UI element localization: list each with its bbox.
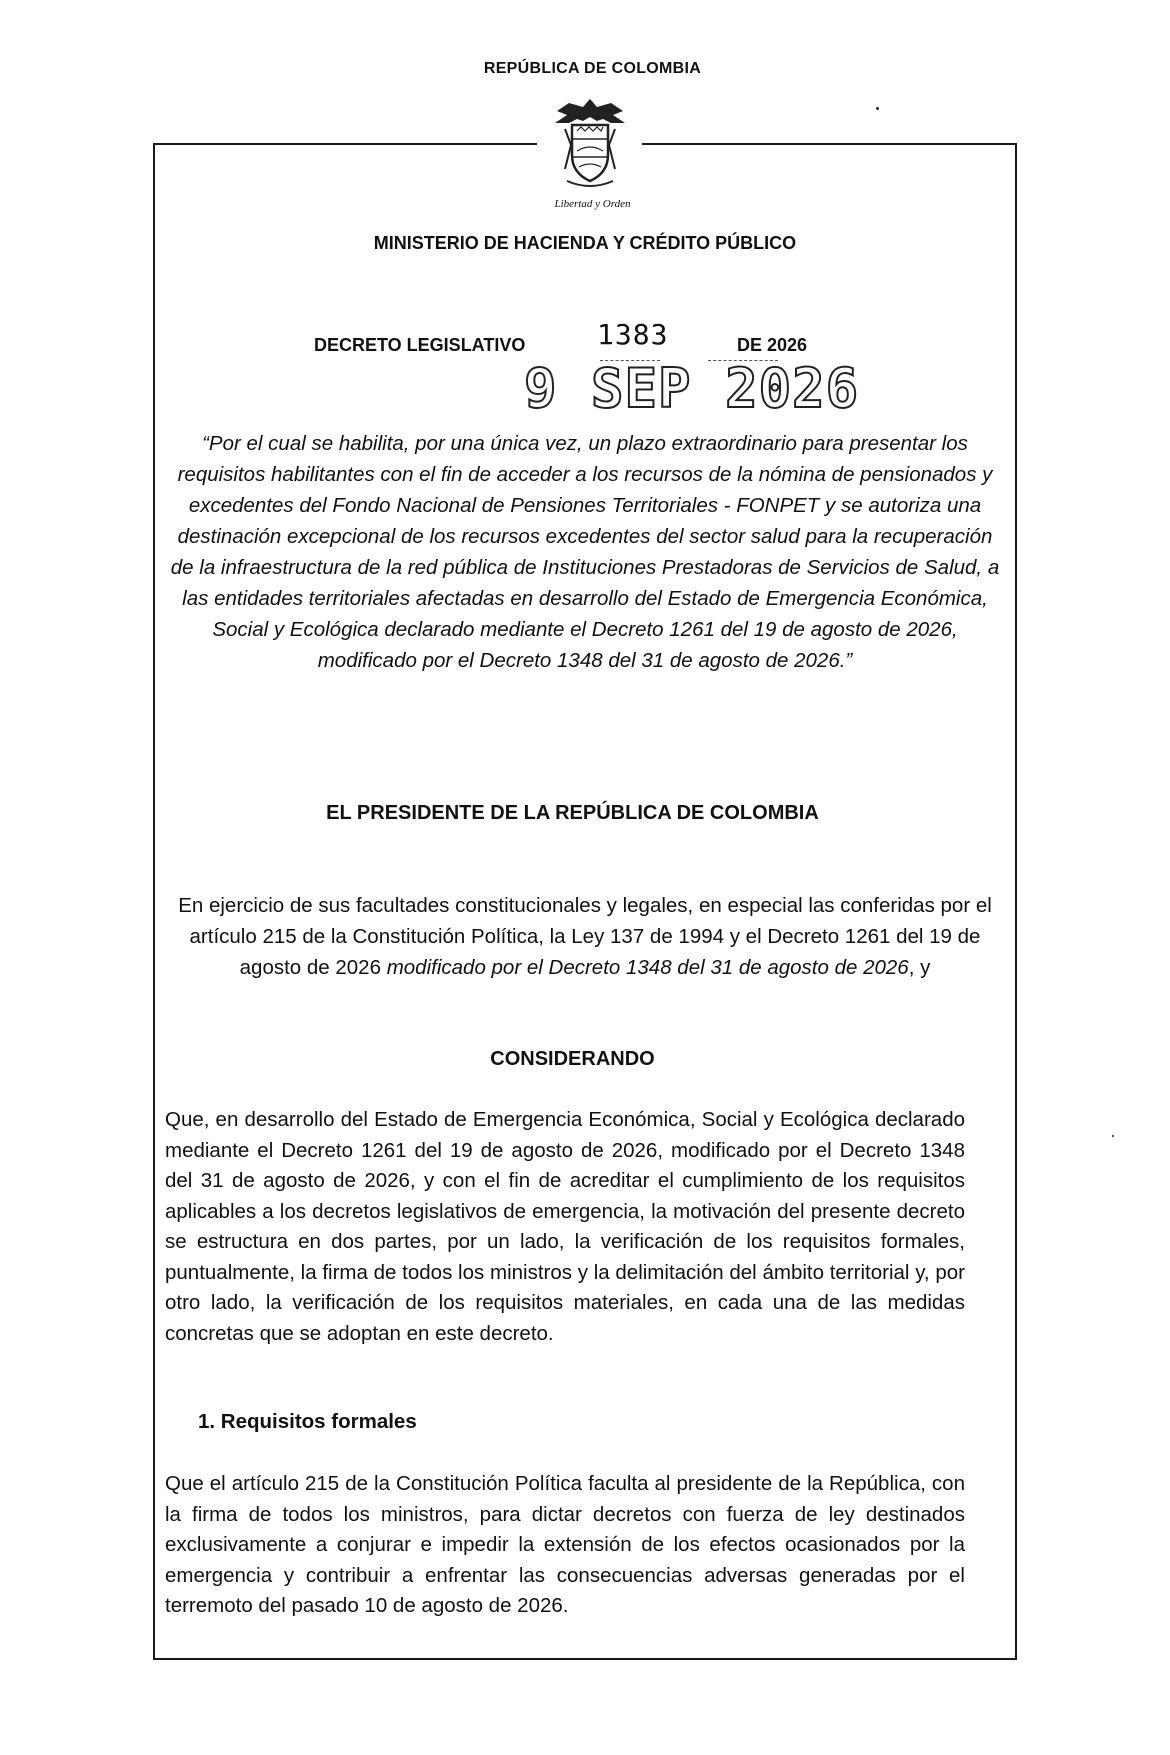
paragraph-2: Que el artículo 215 de la Constitución Política faculta al presidente de la República, con la firma de todos los ministros, para dictar decretos con fuerza de ley destinados exclusivamente a conjurar e impedir la extensión de los efectos ocasionados por la emergencia y contribuir a enfrentar las consecuencias adversas generadas por el terremoto del pasado 10 de agosto de 2026. xyxy=(165,1472,965,1617)
president-heading: EL PRESIDENTE DE LA REPÚBLICA DE COLOMBIA xyxy=(326,802,819,824)
frame-top-left xyxy=(153,143,537,145)
faculties-paragraph xyxy=(170,890,1000,983)
section-heading: 1. Requisitos formales xyxy=(198,1410,417,1433)
paragraph-1: Que, en desarrollo del Estado de Emergencia Económica, Social y Ecológica declarado mediante el Decreto 1261 del 19 de agosto de 2026, modificado por el Decreto 1348 del 31 de agosto de 2026, y con el fin de acreditar el cumplimiento de los requisitos aplicables a los decretos legislativos de emergencia, la motivación del presente decreto se estructura en dos partes, por un lado, la verificación de los requisitos formales, puntualmente, la firma de todos los ministros y la delimitación del ámbito territorial y, por otro lado, la verificación de los requisitos materiales, en cada una de las medidas concretas que se adoptan en este decreto. xyxy=(165,1108,965,1345)
faculties-italic: modificado por el Decreto 1348 del 31 de agosto de 2026 xyxy=(386,956,909,979)
scan-speck xyxy=(1112,1135,1114,1137)
decree-year: DE 2026 xyxy=(737,335,808,355)
scan-speck xyxy=(876,107,879,110)
ministry-title: MINISTERIO DE HACIENDA Y CRÉDITO PÚBLICO xyxy=(373,233,797,253)
republic-header: REPÚBLICA DE COLOMBIA xyxy=(483,60,702,77)
faculties-text: En ejercicio de sus facultades constitucionales y legales, en especial las conferidas por el artículo 215 de la Constitución Política, la Ley 137 de 1994 y el Decreto 1261 del 19 de agosto de 2026 xyxy=(178,894,992,979)
decree-label: DECRETO LEGISLATIVO xyxy=(314,335,526,355)
date-stamp: 9 SEP 2026 xyxy=(524,357,860,420)
coat-of-arms-seal xyxy=(547,95,633,195)
seal-motto: Libertad y Orden xyxy=(554,198,631,210)
decree-number: 1383 xyxy=(597,318,669,351)
frame-top-right xyxy=(642,143,1017,145)
decree-title: “Por el cual se habilita, por una única vez, un plazo extraordinario para presentar los requisitos habilitantes con el fin de acceder a los recursos de la nómina de pensionados y excedentes del Fondo Nacional de Pensiones Territoriales - FONPET y se autoriza una destinación excepcional de los recursos excedentes del sector salud para la recuperación de la infraestructura de la red pública de Instituciones Prestadoras de Servicios de Salud, a las entidades territoriales afectadas en desarrollo del Estado de Emergencia Económica, Social y Ecológica declarado mediante el Decreto 1261 del 19 de agosto de 2026, modificado por el Decreto 1348 del 31 de agosto de 2026.” xyxy=(170,432,1000,672)
faculties-end: , y xyxy=(908,956,931,979)
considerando-heading: CONSIDERANDO xyxy=(490,1048,655,1070)
